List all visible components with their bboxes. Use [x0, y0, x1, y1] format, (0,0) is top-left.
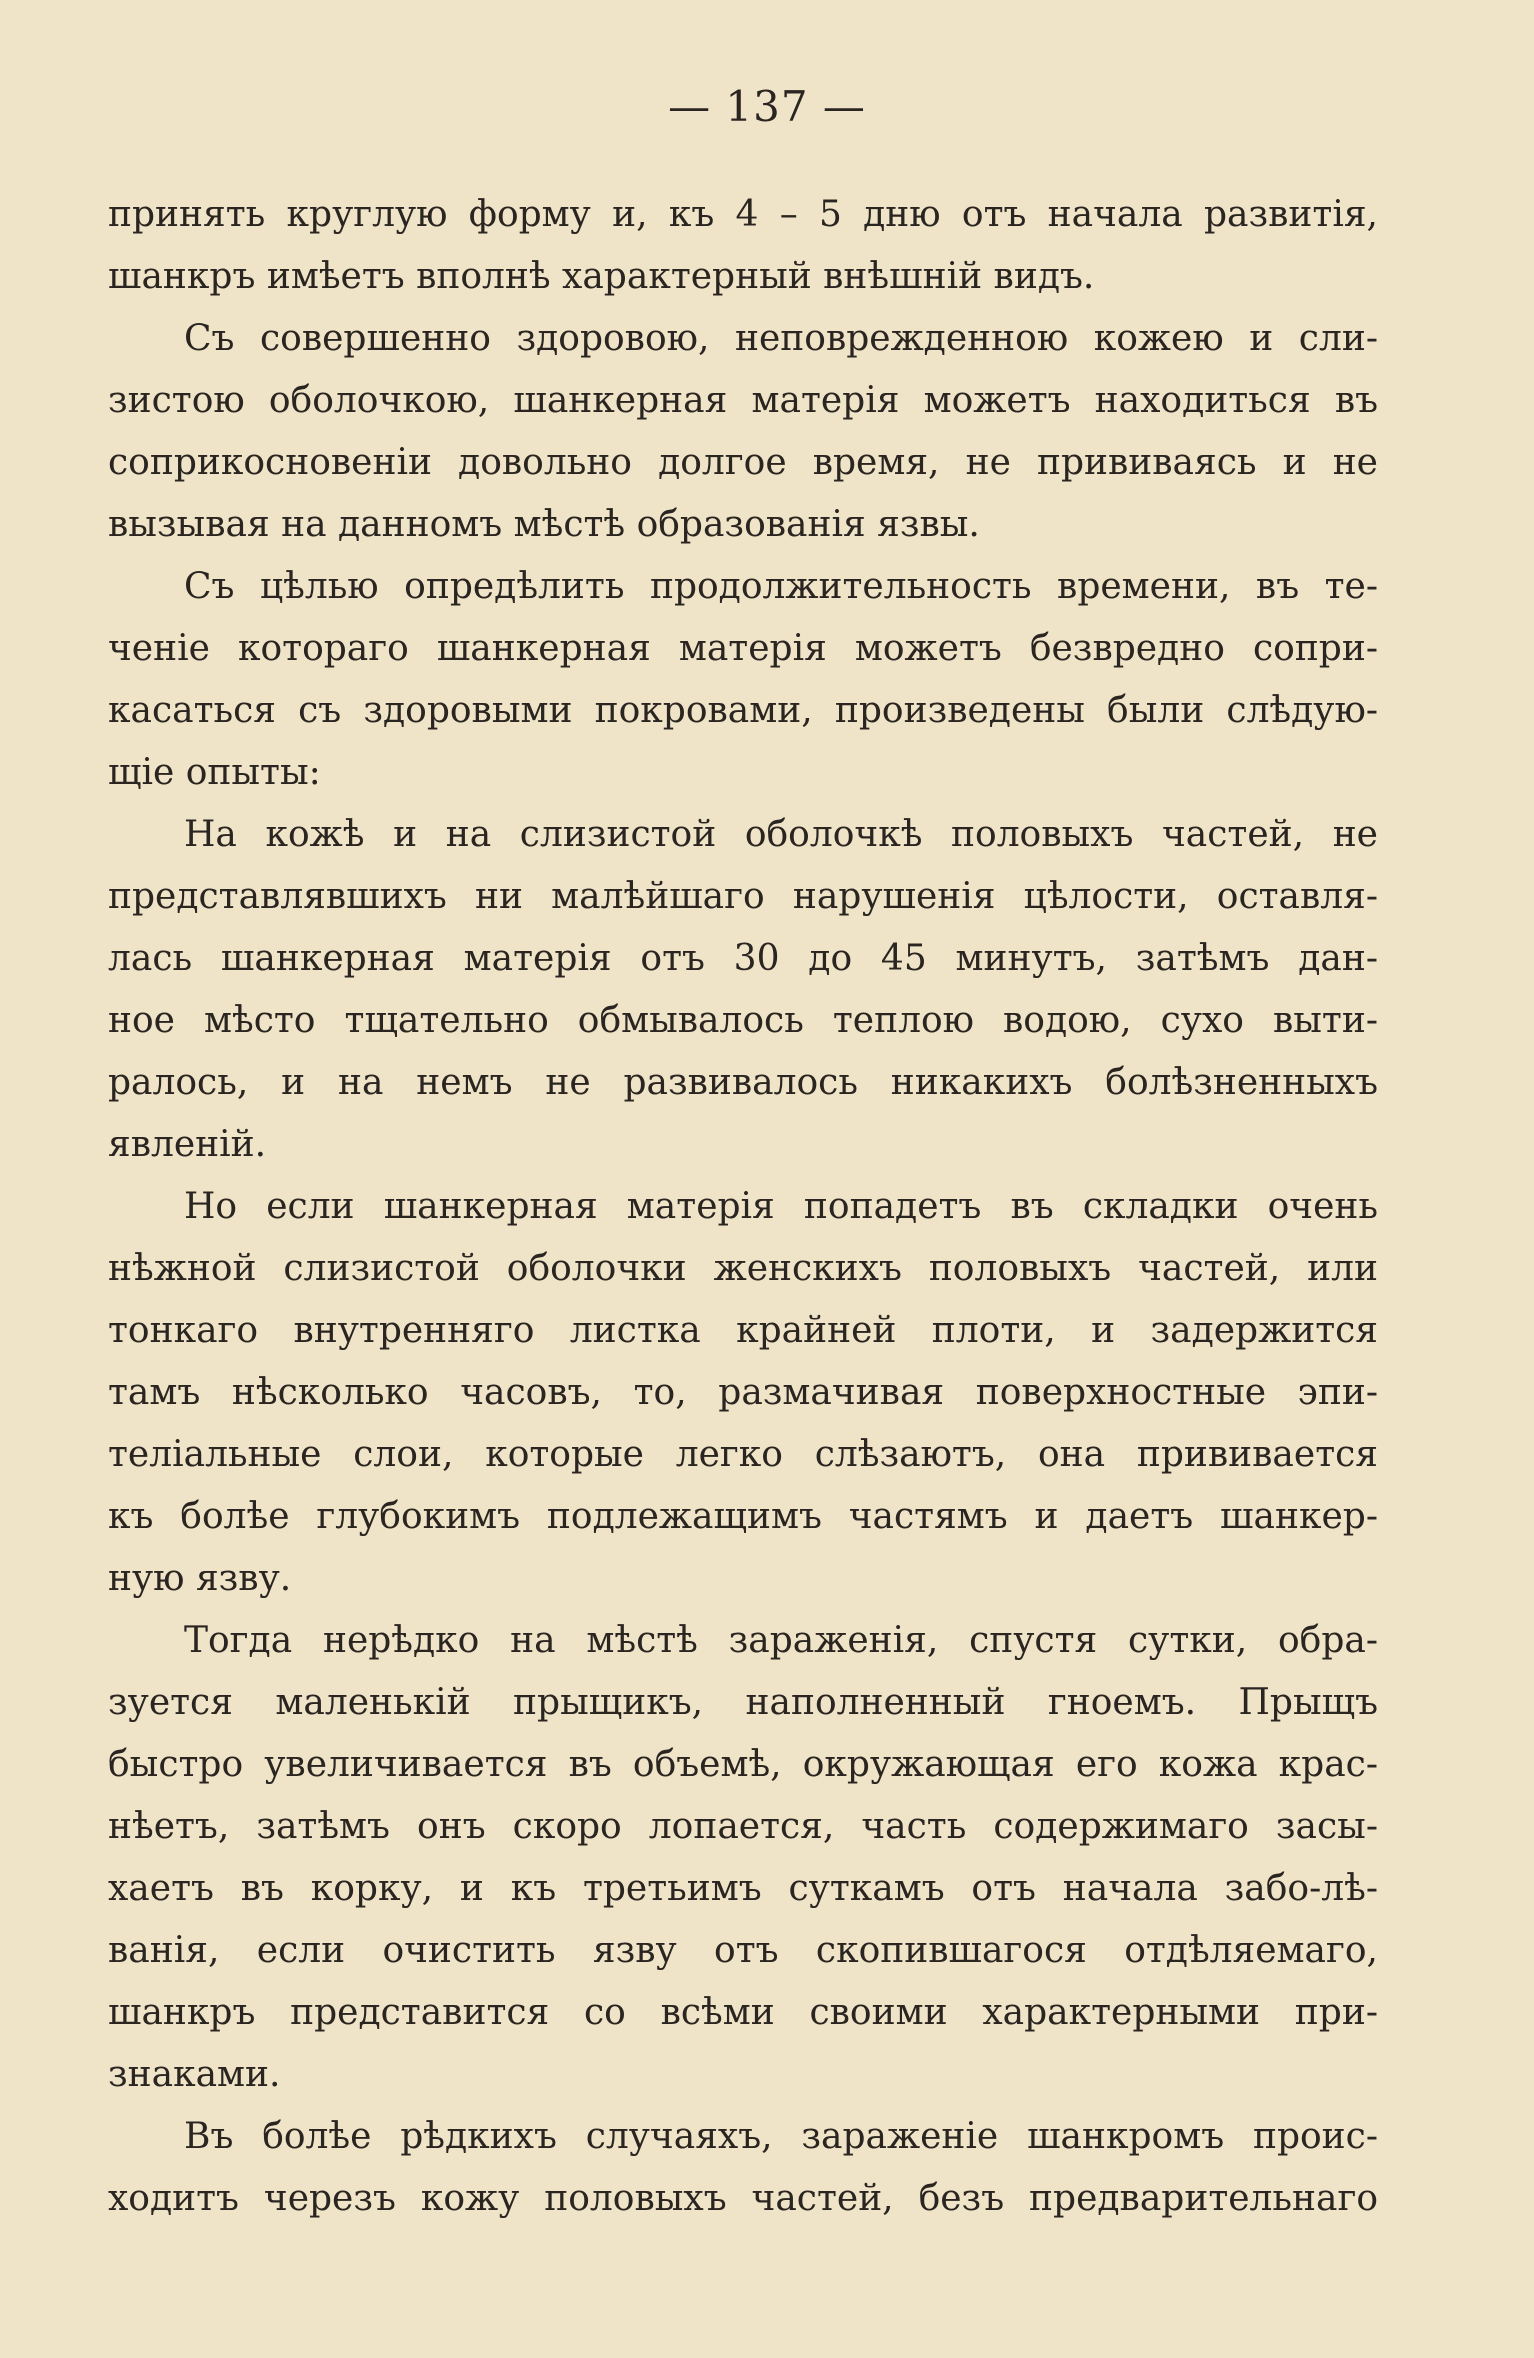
text-line: знаками.: [108, 2054, 281, 2095]
text-line: нѣжной слизистой оболочки женскихъ половыхъ частей, или: [108, 1248, 1378, 1289]
text-line: тамъ нѣсколько часовъ, то, размачивая поверхностные эпи-: [108, 1372, 1378, 1413]
text-line: ное мѣсто тщательно обмывалось теплою водою, сухо выти-: [108, 1000, 1378, 1041]
text-line: ченіе котораго шанкерная матерія можетъ безвредно сопри-: [108, 628, 1378, 669]
text-line: зуется маленькій прыщикъ, наполненный гноемъ. Прыщъ: [108, 1682, 1378, 1723]
text-line: представлявшихъ ни малѣйшаго нарушенія цѣлости, оставля-: [108, 876, 1378, 917]
text-line: лась шанкерная матерія отъ 30 до 45 минутъ, затѣмъ дан-: [108, 938, 1378, 979]
text-line: хаетъ въ корку, и къ третьимъ суткамъ отъ начала забо-лѣ-: [108, 1868, 1378, 1909]
body-text: [108, 184, 1378, 2230]
text-line: къ болѣе глубокимъ подлежащимъ частямъ и даетъ шанкер-: [108, 1496, 1378, 1537]
text-line: теліальные слои, которые легко слѣзаютъ, она прививается: [108, 1434, 1378, 1475]
text-line: явленій.: [108, 1124, 267, 1165]
text-line: тонкаго внутренняго листка крайней плоти, и задержится: [108, 1310, 1378, 1351]
paragraph-start: Въ болѣе рѣдкихъ случаяхъ, зараженіе шанкромъ проис-: [184, 2116, 1378, 2157]
text-line: соприкосновеніи довольно долгое время, не прививаясь и не: [108, 442, 1378, 483]
text-line: принять круглую форму и, къ 4 – 5 дню отъ начала развитія,: [108, 194, 1378, 235]
text-line: ходитъ черезъ кожу половыхъ частей, безъ предварительнаго: [108, 2178, 1378, 2219]
paragraph-start: Съ цѣлью опредѣлить продолжительность времени, въ те-: [184, 566, 1378, 607]
text-line: вызывая на данномъ мѣстѣ образованія язвы.: [108, 504, 980, 545]
paragraph-start: Съ совершенно здоровою, неповрежденною кожею и сли-: [184, 318, 1378, 359]
page-number: — 137 —: [668, 82, 866, 131]
paragraph-start: Но если шанкерная матерія попадетъ въ складки очень: [184, 1186, 1378, 1227]
text-line: щіе опыты:: [108, 752, 321, 793]
text-line: шанкръ имѣетъ вполнѣ характерный внѣшній видъ.: [108, 256, 1095, 297]
text-line: ную язву.: [108, 1558, 292, 1599]
text-line: быстро увеличивается въ объемѣ, окружающая его кожа крас-: [108, 1744, 1378, 1785]
text-line: ралось, и на немъ не развивалось никакихъ болѣзненныхъ: [108, 1062, 1378, 1103]
paragraph-start: Тогда нерѣдко на мѣстѣ зараженія, спустя сутки, обра-: [184, 1620, 1378, 1661]
text-line: нѣетъ, затѣмъ онъ скоро лопается, часть содержимаго засы-: [108, 1806, 1378, 1847]
text-line: касаться съ здоровыми покровами, произведены были слѣдую-: [108, 690, 1378, 731]
text-line: шанкръ представится со всѣми своими характерными при-: [108, 1992, 1378, 2033]
text-line: ванія, если очистить язву отъ скопившагося отдѣляемаго,: [108, 1930, 1378, 1971]
text-line: зистою оболочкою, шанкерная матерія можетъ находиться въ: [108, 380, 1378, 421]
paragraph-start: На кожѣ и на слизистой оболочкѣ половыхъ частей, не: [184, 814, 1378, 855]
